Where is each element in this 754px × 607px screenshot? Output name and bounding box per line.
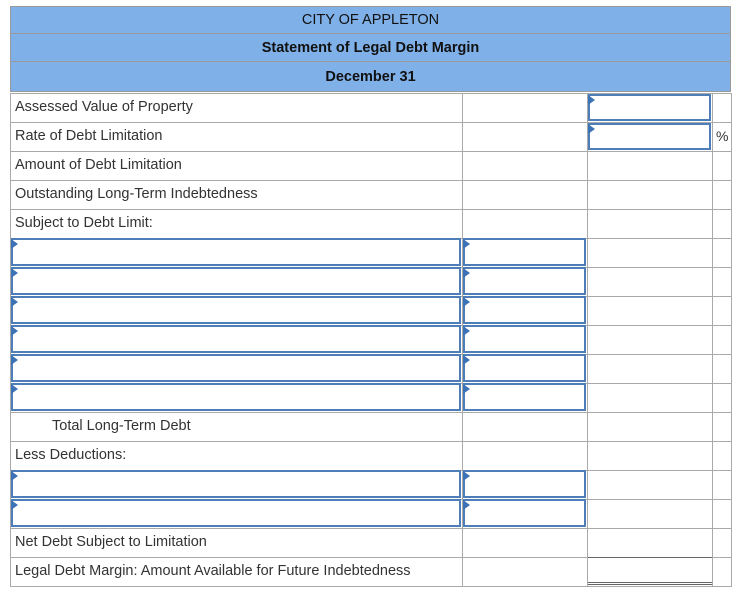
entity-title-text: CITY OF APPLETON	[301, 12, 440, 28]
grid-cell	[712, 325, 732, 355]
grid-cell	[587, 238, 713, 268]
deduction-description-input[interactable]	[11, 470, 461, 498]
assessed-value-input[interactable]	[588, 94, 711, 121]
subject-amount-input[interactable]	[463, 354, 586, 382]
statement-date-text: December 31	[325, 68, 416, 85]
grid-cell	[587, 499, 713, 529]
subject-description-input[interactable]	[11, 238, 461, 266]
label-subject-to-limit: Subject to Debt Limit:	[15, 215, 153, 231]
grid-cell	[587, 296, 713, 326]
percent-symbol: %	[716, 128, 729, 144]
subject-amount-input[interactable]	[463, 325, 586, 353]
grid-cell	[587, 325, 713, 355]
deduction-description-input[interactable]	[11, 499, 461, 527]
grid-cell	[462, 122, 588, 152]
grid-cell	[712, 267, 732, 297]
grid-cell	[712, 557, 732, 587]
label-total-ltd: Total Long-Term Debt	[52, 418, 191, 434]
subject-amount-input[interactable]	[463, 383, 586, 411]
subject-description-input[interactable]	[11, 296, 461, 324]
grid-cell	[712, 383, 732, 413]
subject-description-input[interactable]	[11, 354, 461, 382]
subject-amount-input[interactable]	[463, 267, 586, 295]
label-less-deductions: Less Deductions:	[15, 447, 127, 463]
statement-entity-title	[10, 6, 731, 34]
label-rate-limitation: Rate of Debt Limitation	[15, 128, 163, 144]
grid-cell	[462, 151, 588, 181]
grid-cell	[587, 151, 713, 181]
grid-cell	[462, 557, 588, 587]
grid-cell	[712, 180, 732, 210]
statement-title	[10, 34, 731, 62]
grid-cell	[712, 441, 732, 471]
subject-description-input[interactable]	[11, 325, 461, 353]
label-outstanding-debt: Outstanding Long-Term Indebtedness	[15, 186, 258, 202]
grid-cell	[712, 470, 732, 500]
deduction-amount-input[interactable]	[463, 499, 586, 527]
grid-cell	[462, 93, 588, 123]
label-net-debt: Net Debt Subject to Limitation	[15, 534, 207, 550]
grid-cell	[462, 209, 588, 239]
grid-cell	[587, 267, 713, 297]
statement-date	[10, 62, 731, 92]
grid-cell	[712, 296, 732, 326]
grid-cell	[712, 93, 732, 123]
grid-cell	[712, 528, 732, 558]
grid-cell	[587, 441, 713, 471]
rate-limitation-input[interactable]	[588, 123, 711, 150]
grid-cell	[712, 151, 732, 181]
grid-cell	[712, 209, 732, 239]
grid-cell	[462, 528, 588, 558]
grid-cell	[587, 470, 713, 500]
grid-cell	[587, 383, 713, 413]
grid-cell	[462, 441, 588, 471]
subject-amount-input[interactable]	[463, 238, 586, 266]
subject-description-input[interactable]	[11, 267, 461, 295]
subject-description-input[interactable]	[11, 383, 461, 411]
label-assessed-value: Assessed Value of Property	[15, 99, 193, 115]
grid-cell	[712, 499, 732, 529]
statement-title-text: Statement of Legal Debt Margin	[261, 39, 480, 56]
grid-cell	[587, 209, 713, 239]
legal-margin-total-underline	[588, 557, 712, 585]
grid-cell	[587, 180, 713, 210]
grid-cell	[712, 354, 732, 384]
subject-amount-input[interactable]	[463, 296, 586, 324]
label-amount-limitation: Amount of Debt Limitation	[15, 157, 182, 173]
grid-cell	[587, 412, 713, 442]
grid-cell	[462, 180, 588, 210]
deduction-amount-input[interactable]	[463, 470, 586, 498]
grid-cell	[712, 238, 732, 268]
grid-cell	[587, 354, 713, 384]
grid-cell	[712, 412, 732, 442]
label-legal-debt-margin: Legal Debt Margin: Amount Available for Future Indebtedness	[15, 563, 411, 579]
grid-cell	[587, 528, 713, 558]
grid-cell	[462, 412, 588, 442]
